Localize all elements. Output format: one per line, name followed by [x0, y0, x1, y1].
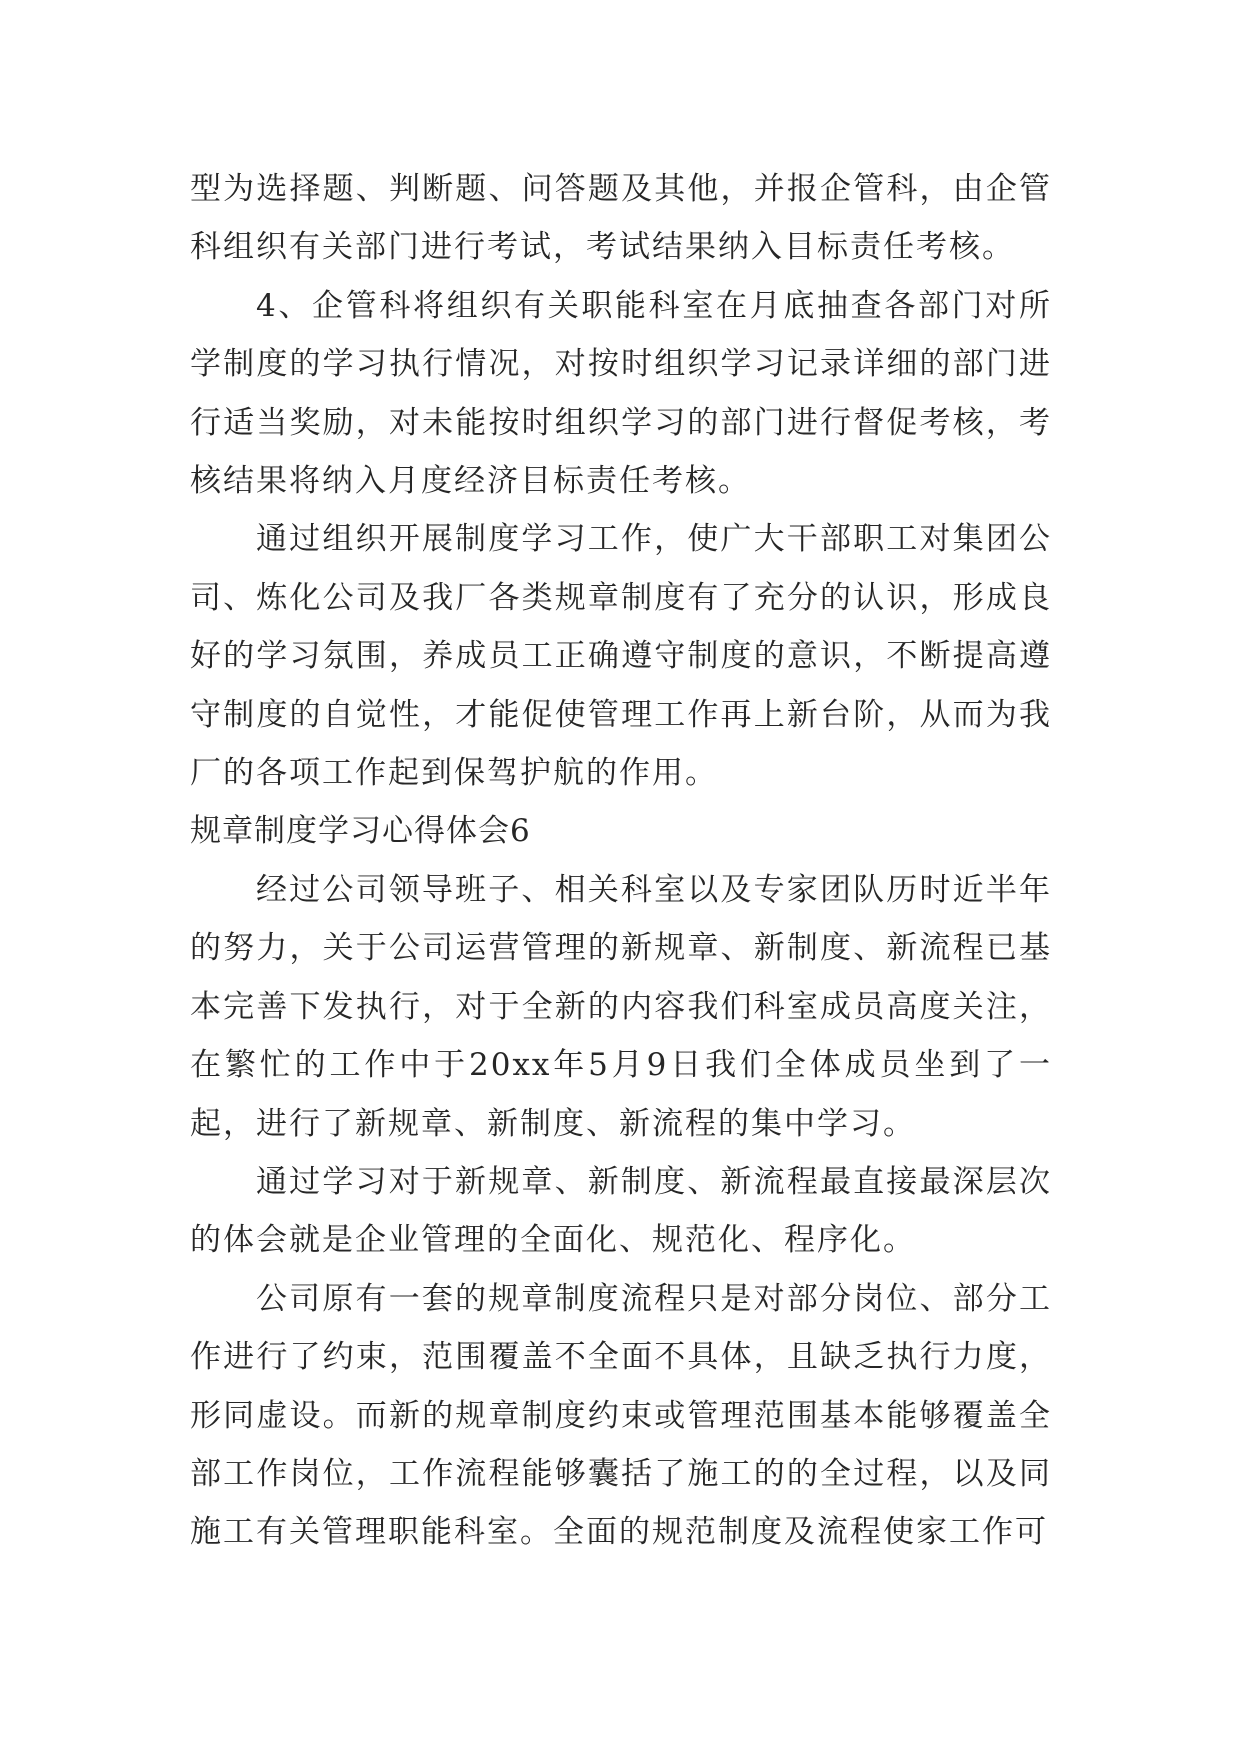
- paragraph-comparison: 公司原有一套的规章制度流程只是对部分岗位、部分工作进行了约束，范围覆盖不全面不具体，且缺乏执行力度，形同虚设。而新的规章制度约束或管理范围基本能够覆盖全部工作岗位，工作流程能够囊括了施工的的全过程，以及同施工有关管理职能科室。全面的规范制度及流程使家工作可: [190, 1280, 1052, 1551]
- paragraph-item-4: 4、企管科将组织有关职能科室在月底抽查各部门对所学制度的学习执行情况，对按时组织学习记录详细的部门进行适当奖励，对未能按时组织学习的部门进行督促考核，考核结果将纳入月度经济目标责任考核。: [190, 287, 1052, 500]
- paragraph-experience: 通过学习对于新规章、新制度、新流程最直接最深层次的体会就是企业管理的全面化、规范化、程序化。: [190, 1163, 1052, 1259]
- paragraph-intro: 经过公司领导班子、相关科室以及专家团队历时近半年的努力，关于公司运营管理的新规章、新制度、新流程已基本完善下发执行，对于全新的内容我们科室成员高度关注，在繁忙的工作中于20xx年5月9日我们全体成员坐到了一起，进行了新规章、新制度、新流程的集中学习。: [190, 871, 1052, 1142]
- document-body: [190, 160, 1052, 1562]
- paragraph-continuation: 型为选择题、判断题、问答题及其他，并报企管科，由企管科组织有关部门进行考试，考试结果纳入目标责任考核。: [190, 171, 1052, 266]
- section-heading: 规章制度学习心得体会6: [190, 813, 531, 850]
- paragraph-summary: 通过组织开展制度学习工作，使广大干部职工对集团公司、炼化公司及我厂各类规章制度有了充分的认识，形成良好的学习氛围，养成员工正确遵守制度的意识，不断提高遵守制度的自觉性，才能促使管理工作再上新台阶，从而为我厂的各项工作起到保驾护航的作用。: [190, 521, 1052, 792]
